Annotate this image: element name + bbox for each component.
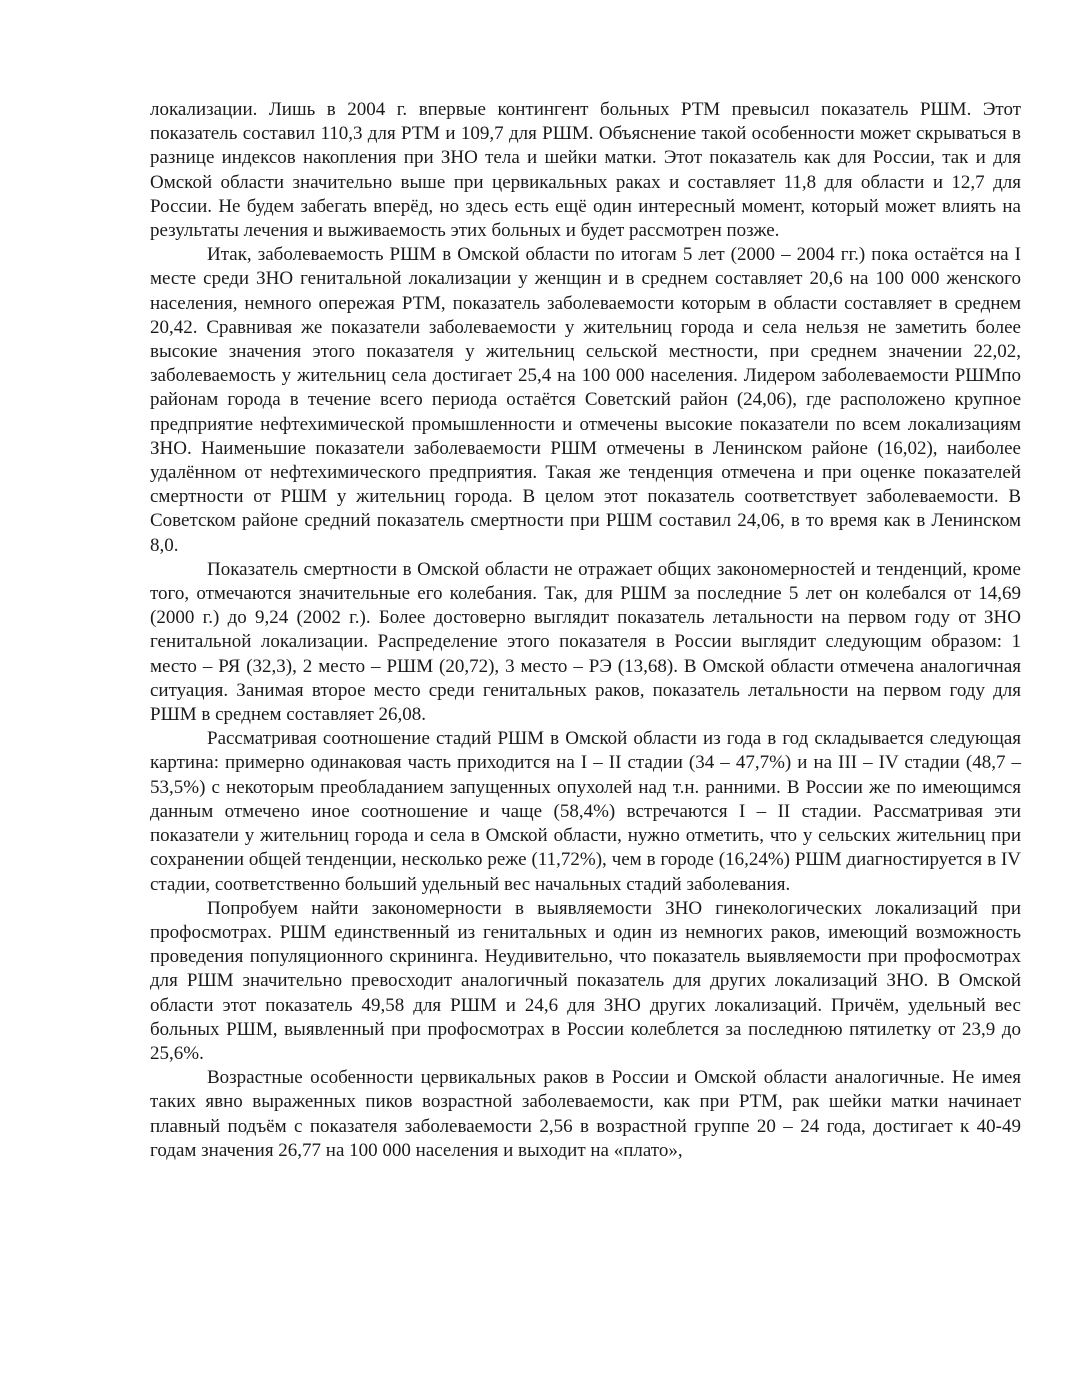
paragraph-4: Рассматривая соотношение стадий РШМ в Омской области из года в год складывается следующая картина: примерно одинаковая часть приходится на I – II стадии (34 – 47,7%) и на III – IV стадии (48,7 – 53,5%) с некоторым преобладанием запущенных опухолей над т.н. ранними. В России же по имеющимся данным отмечено иное соотношение и чаще (58,4%) встречаются I – II стадии. Рассматривая эти показатели у жительниц города и села в Омской области, нужно отметить, что у сельских жительниц при сохранении общей тенденции, несколько реже (11,72%), чем в городе (16,24%) РШМ диагностируется в IV стадии, соответственно больший удельный вес начальных стадий заболевания. [150,728,1021,895]
document-page [150,98,1021,1163]
paragraph-5: Попробуем найти закономерности в выявляемости ЗНО гинекологических локализаций при профосмотрах. РШМ единственный из генитальных и один из немногих раков, имеющий возможность проведения популяционного скрининга. Неудивительно, что показатель выявляемости при профосмотрах для РШМ значительно превосходит аналогичный показатель для других локализаций ЗНО. В Омской области этот показатель 49,58 для РШМ и 24,6 для ЗНО других локализаций. Причём, удельный вес больных РШМ, выявленный при профосмотрах в России колеблется за последнюю пятилетку от 23,9 до 25,6%. [150,897,1021,1064]
paragraph-2: Итак, заболеваемость РШМ в Омской области по итогам 5 лет (2000 – 2004 гг.) пока остаётся на I месте среди ЗНО генитальной локализации у женщин и в среднем составляет 20,6 на 100 000 женского населения, немного опережая РТМ, показатель заболеваемости которым в области составляет в среднем 20,42. Сравнивая же показатели заболеваемости у жительниц города и села нельзя не заметить более высокие значения этого показателя у жительниц сельской местности, при среднем значении 22,02, заболеваемость у жительниц села достигает 25,4 на 100 000 населения. Лидером заболеваемости РШМпо районам города в течение всего периода остаётся Советский район (24,06), где расположено крупное предприятие нефтехимической промышленности и отмечены высокие показатели по всем локализациям ЗНО. Наименьшие показатели заболеваемости РШМ отмечены в Ленинском районе (16,02), наиболее удалённом от нефтехимического предприятия. Такая же тенденция отмечена и при оценке показателей смертности от РШМ у жительниц города. В целом этот показатель соответствует заболеваемости. В Советском районе средний показатель смертности при РШМ составил 24,06, в то время как в Ленинском 8,0. [150,244,1021,556]
paragraph-1: локализации. Лишь в 2004 г. впервые контингент больных РТМ превысил показатель РШМ. Этот показатель составил 110,3 для РТМ и 109,7 для РШМ. Объяснение такой особенности может скрываться в разнице индексов накопления при ЗНО тела и шейки матки. Этот показатель как для России, так и для Омской области значительно выше при цервикальных раках и составляет 11,8 для области и 12,7 для России. Не будем забегать вперёд, но здесь есть ещё один интересный момент, который может влиять на результаты лечения и выживаемость этих больных и будет рассмотрен позже. [150,99,1021,242]
paragraph-6: Возрастные особенности цервикальных раков в России и Омской области аналогичные. Не имея таких явно выраженных пиков возрастной заболеваемости, как при РТМ, рак шейки матки начинает плавный подъём с показателя заболеваемости 2,56 в возрастной группе 20 – 24 года, достигает к 40-49 годам значения 26,77 на 100 000 населения и выходит на «плато», [150,1067,1021,1161]
paragraph-3: Показатель смертности в Омской области не отражает общих закономерностей и тенденций, кроме того, отмечаются значительные его колебания. Так, для РШМ за последние 5 лет он колебался от 14,69 (2000 г.) до 9,24 (2002 г.). Более достоверно выглядит показатель летальности на первом году от ЗНО генитальной локализации. Распределение этого показателя в России выглядит следующим образом: 1 место – РЯ (32,3), 2 место – РШМ (20,72), 3 место – РЭ (13,68). В Омской области отмечена аналогичная ситуация. Занимая второе место среди генитальных раков, показатель летальности на первом году для РШМ в среднем составляет 26,08. [150,558,1021,726]
